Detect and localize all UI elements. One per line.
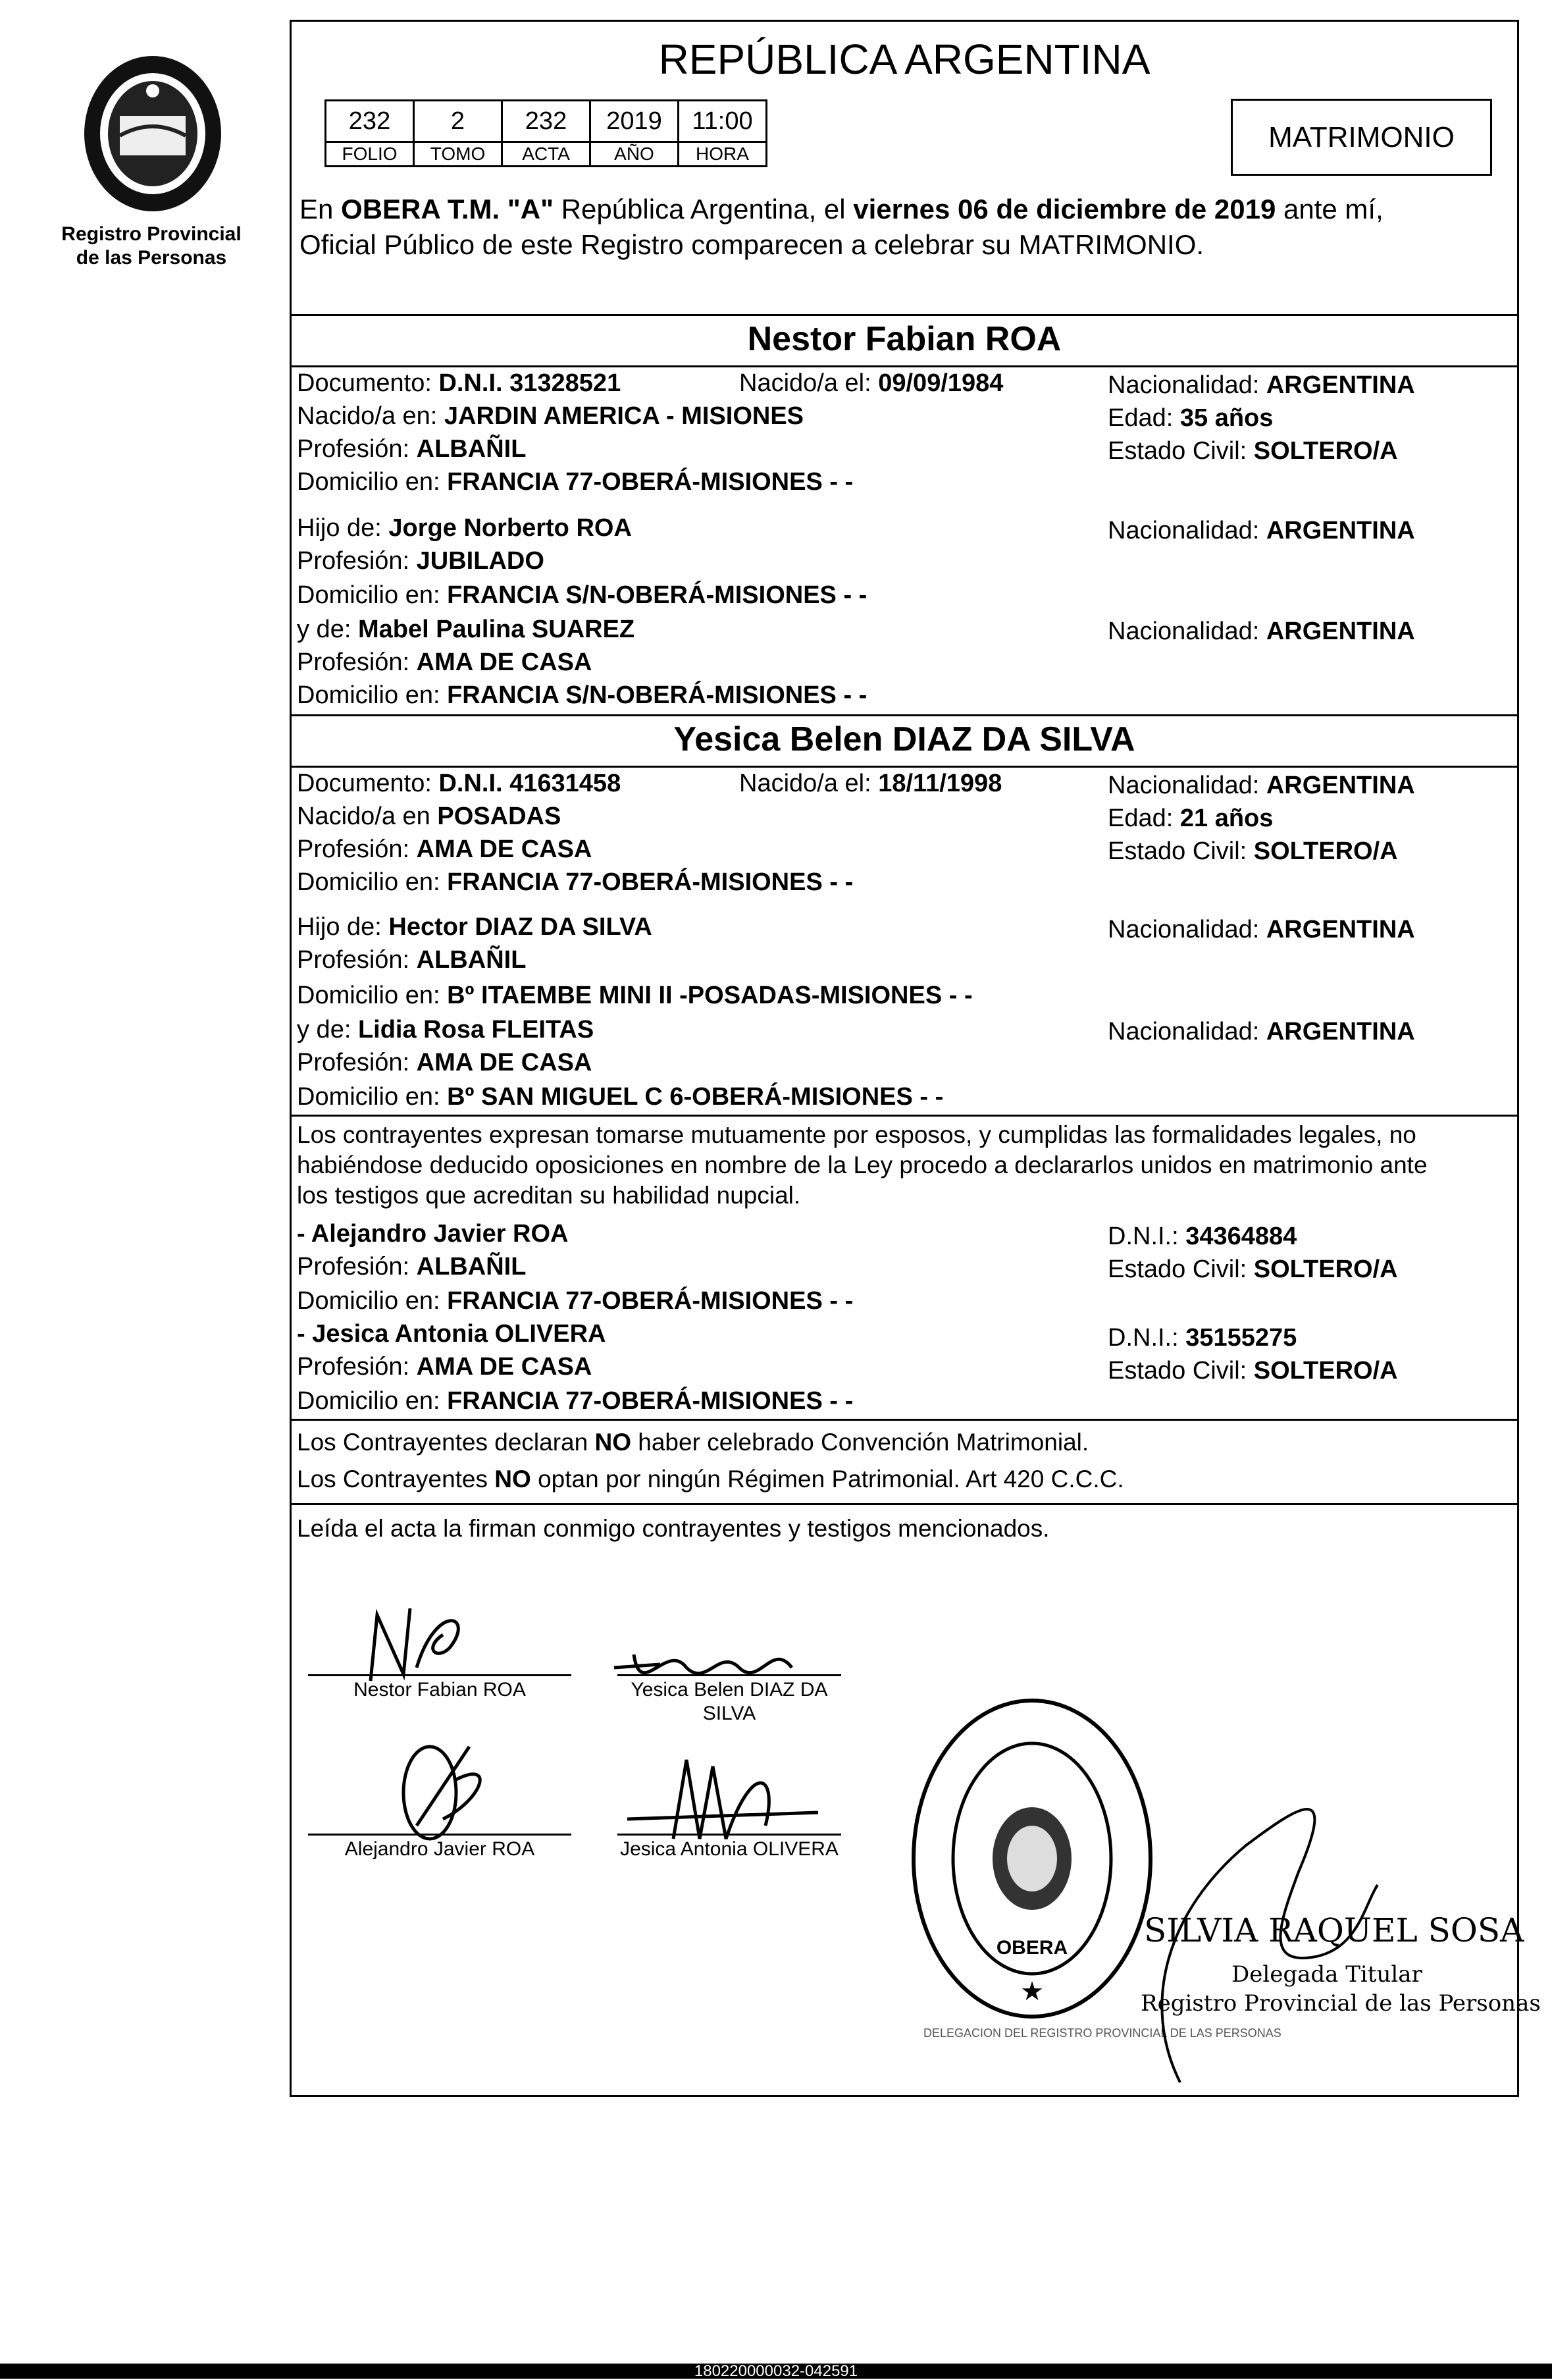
spouse1-name: Nestor Fabian ROA: [747, 320, 1062, 358]
tomo-label: TOMO: [414, 142, 502, 167]
declaration-text: Los contrayentes expresan tomarse mutuamente por esposos, y cumplidas las formalidades legales, no habiéndose deducido oposiciones en nombre de la Ley procedo a declararlos unidos en matrimonio ante los testigos que acreditan su habilidad nupcial.: [297, 1121, 1428, 1209]
signature-name-witness1: Alejandro Javier ROA: [344, 1838, 535, 1860]
svg-text:OBERA: OBERA: [996, 1937, 1068, 1959]
hora-label: HORA: [679, 142, 767, 167]
record-codes-table: [324, 99, 767, 167]
reading-text: Leída el acta la firman conmigo contrayentes y testigos mencionados.: [297, 1515, 1050, 1542]
regime-text: Los Contrayentes declaran NO haber celebrado Convención Matrimonial. Los Contrayentes NO optan por ningún Régimen Patrimonial. Art 420 C.C.C.: [297, 1429, 1124, 1493]
folio-label: FOLIO: [326, 142, 414, 167]
acta-value: 232: [502, 101, 590, 142]
tomo-value: 2: [414, 101, 502, 142]
anio-label: AÑO: [590, 142, 679, 167]
signature-name-spouse1: Nestor Fabian ROA: [353, 1679, 526, 1701]
intro-text: En OBERA T.M. "A" República Argentina, el viernes 06 de diciembre de 2019 ante mí, Oficial Público de este Registro comparecen a celebrar su MATRIMONIO.: [299, 194, 1384, 260]
anio-value: 2019: [590, 101, 679, 142]
document-code-bar: [0, 2364, 1552, 2379]
registry-label: Registro Provincial de las Personas: [61, 223, 242, 269]
document-title: REPÚBLICA ARGENTINA: [658, 36, 1151, 83]
act-type-box: [1231, 99, 1492, 176]
registry-seal: [907, 1694, 1157, 2023]
official-org: Registro Provincial de las Personas: [1141, 1990, 1541, 2017]
official-name: SILVIA RAQUEL SOSA: [1144, 1911, 1524, 1949]
official-role: Delegada Titular: [1231, 1961, 1422, 1988]
spouse2-name: Yesica Belen DIAZ DA SILVA: [673, 720, 1135, 758]
svg-text:★: ★: [1020, 1976, 1044, 2007]
hora-value: 11:00: [679, 101, 767, 142]
seal-text: DELEGACION DEL REGISTRO PROVINCIAL DE LAS PERSONAS: [923, 2026, 1281, 2040]
folio-value: 232: [326, 101, 414, 142]
marriage-certificate: REPÚBLICA ARGENTINA 232 2 232 2019 11:00 FOLIO TOMO ACTA AÑO HORA MATRIMONIO En OBERA T.M. "A" República Argentina, el viernes 06 de diciembre de 2019 ante mí, Oficial Público de este Registro comparecen a celebrar su MATRIMONIO. Nestor Fabian ROA Documento: D.N.I. 31328521 Nacido/a el: 09/09/1984 Nacionalidad: ARGENTINA Nacido/a en: JARDIN AMERICA - MISIONES Edad: 35 años Profesión: ALBAÑIL Estado Civil: SOLTERO/A Domicilio en: FRANCIA 77-OBERÁ-MISIONES - - Hijo de: Jorge Norberto ROA Nacionalidad: ARGENTINA Profesión: JUBILADO Domicilio en: FRANCIA S/N-OBERÁ-MISIONES - - y de: Mabel Paulina SUAREZ Nacionalidad: ARGENTINA Profesión: AMA DE CASA Domicilio en: FRANCIA S/N-OBERÁ-MISIONES - - Yesica Belen DIAZ DA SILVA Documento: D.N.I. 41631458 Nacido/a el: 18/11/1998 Nacionalidad: ARGENTINA Nacido/a en POSADAS Edad: 21 años Profesión: AMA DE CASA Estado Civil: SOLTERO/A Domicilio en: FRANCIA 77-OBERÁ-MISIONES - - Hijo de: Hector DIAZ DA SILVA Nacionalidad: ARGENTINA Profesión: ALBAÑIL Domicilio en: Bº ITAEMBE MINI II -POSADAS-MISIONES - - y de: Lidia Rosa FLEITAS Nacionalidad: ARGENTINA Profesión: AMA DE CASA Domicilio en: Bº SAN MIGUEL C 6-OBERÁ-MISIONES - - Los contrayentes expresan tomarse mutuamente por esposos, y cumplidas las formalidades legales, no habiéndose deducido oposiciones en nombre de la Ley procedo a declararlos unidos en matrimonio ante los testigos que acreditan su habilidad nupcial. - Alejandro Javier ROA D.N.I.: 34364884 Profesión: ALBAÑIL Estado Civil: SOLTERO/A Domicilio en: FRANCIA 77-OBERÁ-MISIONES - - - Jesica Antonia OLIVERA D.N.I.: 35155275 Profesión: AMA DE CASA Estado Civil: SOLTERO/A Domicilio en: FRANCIA 77-OBERÁ-MISIONES - - Los Contrayentes declaran NO haber celebrado Convención Matrimonial. Los Contrayentes NO optan por ningún Régimen Patrimonial. Art 420 C.C.C. Leída el acta la firman conmigo contrayentes y testigos mencionados. Nestor Fabian ROA Yesica Belen DIAZ DA SILVA Alejandro Javier ROA Jesica Antonia OLIVERA OBERA ★ DELEGACION DEL REGISTRO PROVINCIAL DE LAS PERSONAS SILVIA RAQUEL SOSA Delegada Titular Registro Provincial de las Personas: [290, 20, 1519, 2097]
acta-label: ACTA: [502, 142, 590, 167]
signature-name-witness2: Jesica Antonia OLIVERA: [620, 1838, 839, 1860]
signature-name-spouse2: Yesica Belen DIAZ DA SILVA: [631, 1679, 828, 1724]
document-code: 180220000032-042591: [694, 2362, 858, 2380]
act-type: MATRIMONIO: [1268, 120, 1455, 153]
province-logo: [74, 51, 232, 216]
